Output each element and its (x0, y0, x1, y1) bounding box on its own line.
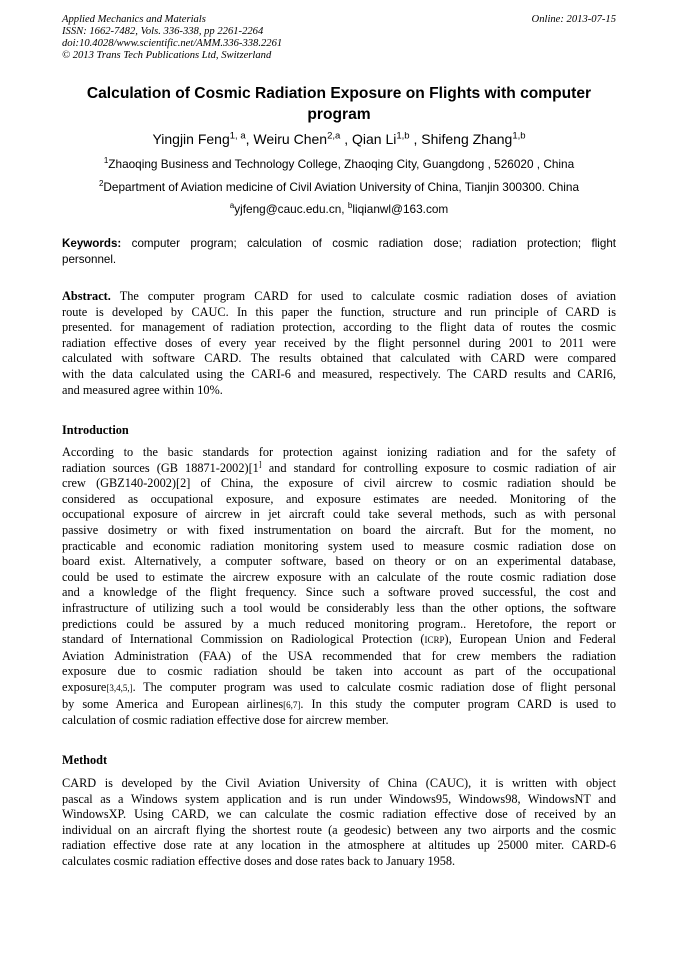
author-name: Weiru Chen (253, 131, 328, 147)
abstract-text: presented. for management of radiation protection, according to the flight data of routes the cosmic (62, 320, 616, 335)
body-line: calculates cosmic radiation effective doses and dose rates back to January 1958. (62, 853, 456, 868)
body-text: radiation sources (GB 18871-2002)[1 (62, 460, 259, 475)
affiliation-mark: 1 (103, 156, 109, 166)
body-text: exposure (62, 679, 107, 694)
body-line (62, 632, 616, 649)
abstract-text: The computer program CARD for used to calculate cosmic radiation doses of aviation (119, 289, 616, 303)
body-line: occupational exposure of aircrew in jet aircraft could take several methods, such as with personal (62, 507, 616, 522)
abstract-text: with the data calculated using the CARI-6 and measured, respectively. The CARD results and CARI6, (62, 366, 616, 381)
abstract-block (62, 289, 616, 398)
body-text: ), European Union and Federal (444, 632, 616, 647)
author-list (62, 130, 616, 148)
reference-citation: [3,4,5,] (106, 682, 133, 693)
affiliation-text: Zhaoqing Business and Technology College, Zhaoqing City, Guangdong , 526020 , China (108, 157, 575, 171)
reference-citation: [6,7] (283, 699, 301, 710)
body-text: . The computer program was used to calculate cosmic radiation dose of flight personal (132, 679, 616, 694)
body-line (62, 680, 616, 697)
keywords-text: computer program; calculation of cosmic radiation dose; radiation protection; flight (131, 237, 616, 250)
online-date: Online: 2013-07-15 (531, 14, 616, 25)
body-text: standard of International Commission on Radiological Protection ( (62, 632, 425, 647)
email-separator: , (341, 202, 348, 216)
abstract-text: radiation effective doses of every year received by the flight personnel during 2001 to 2011 were (62, 335, 616, 350)
body-line: crew (GBZ140-2002)[2] of China, the exposure of civil aircrew to cosmic radiation should be (62, 476, 616, 491)
contact-emails (62, 202, 616, 216)
keywords-text: personnel. (62, 252, 117, 266)
email-mark: b (347, 201, 353, 211)
abstract-text: calculated with software CARD. The results obtained that calculated with CARD were compared (62, 351, 616, 366)
introduction-body (62, 445, 616, 729)
body-line: and a knowledge of the flight frequency. Since such a software proved successful, the cost and (62, 585, 616, 600)
abstract-text: route is developed by CAUC. In this paper the function, structure and run principle of CARD is (62, 304, 616, 319)
body-text: and standard for controlling exposure to cosmic radiation of air (261, 460, 616, 475)
body-line: could be used to estimate the aircrew exposure with an calculate of the route cosmic radiation dose (62, 569, 616, 584)
affiliation-text: Department of Aviation medicine of Civil Aviation University of China, Tianjin 300300. China (103, 180, 580, 194)
journal-header (62, 14, 616, 62)
author-separator: , (340, 131, 352, 147)
body-line: considered as occupational exposure, and exposure estimates are needed. Monitoring of the (62, 491, 616, 506)
body-line: According to the basic standards for protection against ionizing radiation and for the safety of (62, 445, 616, 459)
author-separator: , (409, 131, 422, 147)
reference-mark: ] (258, 459, 262, 469)
body-line: passive dosimetry or with fixed instrumentation on board the aircraft. But for the moment, no (62, 522, 616, 537)
body-line: infrastructure of utilizing such a tool would be considerably less than the other options, the software (62, 600, 616, 615)
body-line: exposure due to cosmic radiation should be taken into account as part of the occupational (62, 664, 616, 679)
title-line-2: program (307, 106, 371, 123)
body-line: CARD is developed by the Civil Aviation University of China (CAUC), it is written with object (62, 776, 616, 790)
author-name: Qian Li (351, 131, 397, 147)
body-line (62, 461, 616, 477)
body-line: board exist. Alternatively, a computer software, based on theory or on an experimental database, (62, 554, 616, 569)
email-link[interactable]: liqianwl@163.com (352, 202, 449, 216)
affiliation-2 (62, 180, 616, 194)
author-name: Shifeng Zhang (421, 131, 513, 147)
body-text: . In this study the computer program CARD is used to (300, 696, 616, 711)
affiliation-1 (62, 157, 616, 171)
body-line: calculation of cosmic radiation effective dose for aircrew member. (62, 713, 389, 728)
author-affiliation-mark: 2,a (327, 130, 341, 142)
keywords-label: Keywords: (62, 237, 122, 250)
method-body (62, 776, 616, 870)
author-separator: , (245, 131, 254, 147)
body-line: WindowsXP. Using CARD, we can calculate the cosmic radiation effective dose of received by an (62, 807, 616, 822)
body-line: Aviation Administration (FAA) of the USA recommended that for crew members the radiation (62, 648, 616, 663)
body-line: predictions could be assured by a much reduced monitoring program.. Heretofore, the report or (62, 616, 616, 631)
author-affiliation-mark: 1,b (512, 130, 526, 142)
author-name: Yingjin Feng (152, 131, 230, 147)
journal-name: Applied Mechanics and Materials (62, 14, 206, 25)
journal-issn: ISSN: 1662-7482, Vols. 336-338, pp 2261-2264 (62, 26, 264, 37)
title-line-1: Calculation of Cosmic Radiation Exposure on Flights with computer (86, 85, 592, 102)
author-affiliation-mark: 1,b (396, 130, 410, 142)
body-text: by some America and European airlines (62, 696, 284, 711)
body-line (62, 697, 616, 714)
journal-copyright: © 2013 Trans Tech Publications Ltd, Switzerland (62, 50, 272, 61)
paper-title (62, 83, 616, 125)
body-line: pascal as a Windows system application and is run under Windows95, Windows98, WindowsNT and (62, 791, 616, 806)
section-heading-introduction: Introduction (62, 423, 129, 437)
body-line: practicable and economic radiation monitoring system used to measure cosmic radiation dose on (62, 538, 616, 553)
section-heading-method: Methodt (62, 753, 108, 767)
journal-doi: doi:10.4028/www.scientific.net/AMM.336-338.2261 (62, 38, 283, 49)
body-line: radiation effective dose rate at any location in the atmosphere at altitudes up 25000 miter. CARD-6 (62, 838, 616, 853)
keywords-block (62, 236, 616, 268)
abstract-text: and measured agree within 10%. (62, 382, 223, 397)
body-line: individual on an aircraft flying the shortest route (a geodesic) between any two airports and the cosmic (62, 822, 616, 837)
email-mark: a (229, 201, 235, 211)
author-affiliation-mark: 1, a (229, 130, 246, 142)
abstract-label: Abstract. (62, 289, 111, 303)
affiliation-mark: 2 (98, 179, 104, 189)
icrp-abbreviation: ICRP (424, 635, 445, 646)
email-link[interactable]: yjfeng@cauc.edu.cn (234, 202, 342, 216)
